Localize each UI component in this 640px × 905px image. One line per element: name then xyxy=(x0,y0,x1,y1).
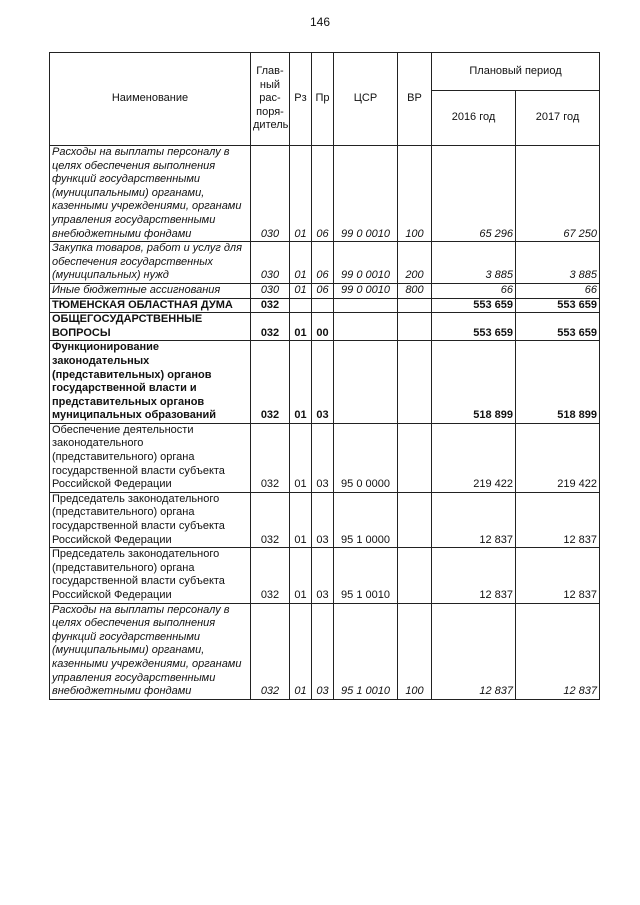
row-pr: 03 xyxy=(312,548,334,603)
budget-table xyxy=(49,52,600,700)
row-main-manager: 032 xyxy=(251,492,290,547)
table-row xyxy=(50,283,600,298)
row-main-manager: 030 xyxy=(251,283,290,298)
header-pr: Пр xyxy=(312,53,334,146)
row-pr xyxy=(312,298,334,313)
row-value-2017: 518 899 xyxy=(516,341,600,424)
row-value-2017: 12 837 xyxy=(516,603,600,699)
row-name: Функционирование законодательных (представительных) органов государственной власти и представительных органов муниципальных образований xyxy=(50,341,251,424)
row-name: Расходы на выплаты персоналу в целях обеспечения выполнения функций государственными (муниципальными) органами, казенными учреждениями, органами управления государственными внебюджетными фондами xyxy=(50,146,251,242)
row-pr: 03 xyxy=(312,492,334,547)
row-value-2016: 219 422 xyxy=(432,423,516,492)
row-name: Иные бюджетные ассигнования xyxy=(50,283,251,298)
table-row xyxy=(50,492,600,547)
row-main-manager: 030 xyxy=(251,242,290,284)
row-rz: 01 xyxy=(290,313,312,341)
row-value-2016: 553 659 xyxy=(432,313,516,341)
row-name: ОБЩЕГОСУДАРСТВЕННЫЕ ВОПРОСЫ xyxy=(50,313,251,341)
row-rz: 01 xyxy=(290,283,312,298)
row-csr: 95 1 0010 xyxy=(334,548,398,603)
row-csr: 95 1 0010 xyxy=(334,603,398,699)
row-rz: 01 xyxy=(290,242,312,284)
table-body xyxy=(50,146,600,700)
row-csr: 99 0 0010 xyxy=(334,146,398,242)
row-value-2016: 12 837 xyxy=(432,492,516,547)
row-pr: 06 xyxy=(312,283,334,298)
row-vr xyxy=(398,298,432,313)
table-row xyxy=(50,298,600,313)
row-rz xyxy=(290,298,312,313)
page-number: 146 xyxy=(309,15,331,29)
row-value-2016: 518 899 xyxy=(432,341,516,424)
header-main-manager: Глав- ный рас- поря- дитель xyxy=(251,53,290,146)
row-rz: 01 xyxy=(290,548,312,603)
row-value-2017: 3 885 xyxy=(516,242,600,284)
row-name: ТЮМЕНСКАЯ ОБЛАСТНАЯ ДУМА xyxy=(50,298,251,313)
row-vr xyxy=(398,313,432,341)
row-value-2016: 12 837 xyxy=(432,548,516,603)
header-year-2016: 2016 год xyxy=(432,91,516,146)
row-value-2016: 553 659 xyxy=(432,298,516,313)
row-value-2017: 67 250 xyxy=(516,146,600,242)
row-main-manager: 032 xyxy=(251,603,290,699)
row-value-2016: 65 296 xyxy=(432,146,516,242)
header-rz: Рз xyxy=(290,53,312,146)
row-value-2017: 12 837 xyxy=(516,492,600,547)
row-csr xyxy=(334,298,398,313)
row-value-2017: 553 659 xyxy=(516,298,600,313)
header-plan-period: Плановый период xyxy=(432,53,600,91)
row-value-2016: 3 885 xyxy=(432,242,516,284)
row-pr: 03 xyxy=(312,603,334,699)
row-value-2016: 12 837 xyxy=(432,603,516,699)
row-vr xyxy=(398,492,432,547)
row-main-manager: 032 xyxy=(251,423,290,492)
row-name: Расходы на выплаты персоналу в целях обеспечения выполнения функций государственными (муниципальными) органами, казенными учреждениями, органами управления государственными внебюджетными фондами xyxy=(50,603,251,699)
row-main-manager: 030 xyxy=(251,146,290,242)
row-csr xyxy=(334,313,398,341)
row-main-manager: 032 xyxy=(251,298,290,313)
row-name: Председатель законодательного (представительного) органа государственной власти субъекта Российской Федерации xyxy=(50,492,251,547)
row-csr: 99 0 0010 xyxy=(334,242,398,284)
row-vr xyxy=(398,341,432,424)
table-row xyxy=(50,423,600,492)
row-pr: 03 xyxy=(312,341,334,424)
row-csr: 99 0 0010 xyxy=(334,283,398,298)
row-vr: 100 xyxy=(398,146,432,242)
row-main-manager: 032 xyxy=(251,548,290,603)
row-name: Председатель законодательного (представительного) органа государственной власти субъекта Российской Федерации xyxy=(50,548,251,603)
row-pr: 03 xyxy=(312,423,334,492)
row-value-2017: 12 837 xyxy=(516,548,600,603)
row-value-2017: 553 659 xyxy=(516,313,600,341)
row-rz: 01 xyxy=(290,341,312,424)
row-value-2016: 66 xyxy=(432,283,516,298)
row-rz: 01 xyxy=(290,423,312,492)
row-rz: 01 xyxy=(290,492,312,547)
row-csr: 95 0 0000 xyxy=(334,423,398,492)
row-main-manager: 032 xyxy=(251,341,290,424)
row-main-manager: 032 xyxy=(251,313,290,341)
row-name: Обеспечение деятельности законодательного (представительного) органа государственной власти субъекта Российской Федерации xyxy=(50,423,251,492)
row-csr: 95 1 0000 xyxy=(334,492,398,547)
row-vr: 200 xyxy=(398,242,432,284)
header-year-2017: 2017 год xyxy=(516,91,600,146)
row-pr: 00 xyxy=(312,313,334,341)
row-rz: 01 xyxy=(290,603,312,699)
table-row xyxy=(50,146,600,242)
row-vr: 800 xyxy=(398,283,432,298)
row-value-2017: 66 xyxy=(516,283,600,298)
row-pr: 06 xyxy=(312,242,334,284)
row-vr xyxy=(398,423,432,492)
table-row xyxy=(50,548,600,603)
table-row xyxy=(50,603,600,699)
row-value-2017: 219 422 xyxy=(516,423,600,492)
row-csr xyxy=(334,341,398,424)
row-vr: 100 xyxy=(398,603,432,699)
table-row xyxy=(50,313,600,341)
table-row xyxy=(50,341,600,424)
table-row xyxy=(50,242,600,284)
row-name: Закупка товаров, работ и услуг для обеспечения государственных (муниципальных) нужд xyxy=(50,242,251,284)
header-vr: ВР xyxy=(398,53,432,146)
row-rz: 01 xyxy=(290,146,312,242)
header-csr: ЦСР xyxy=(334,53,398,146)
row-pr: 06 xyxy=(312,146,334,242)
header-name: Наименование xyxy=(50,53,251,146)
row-vr xyxy=(398,548,432,603)
